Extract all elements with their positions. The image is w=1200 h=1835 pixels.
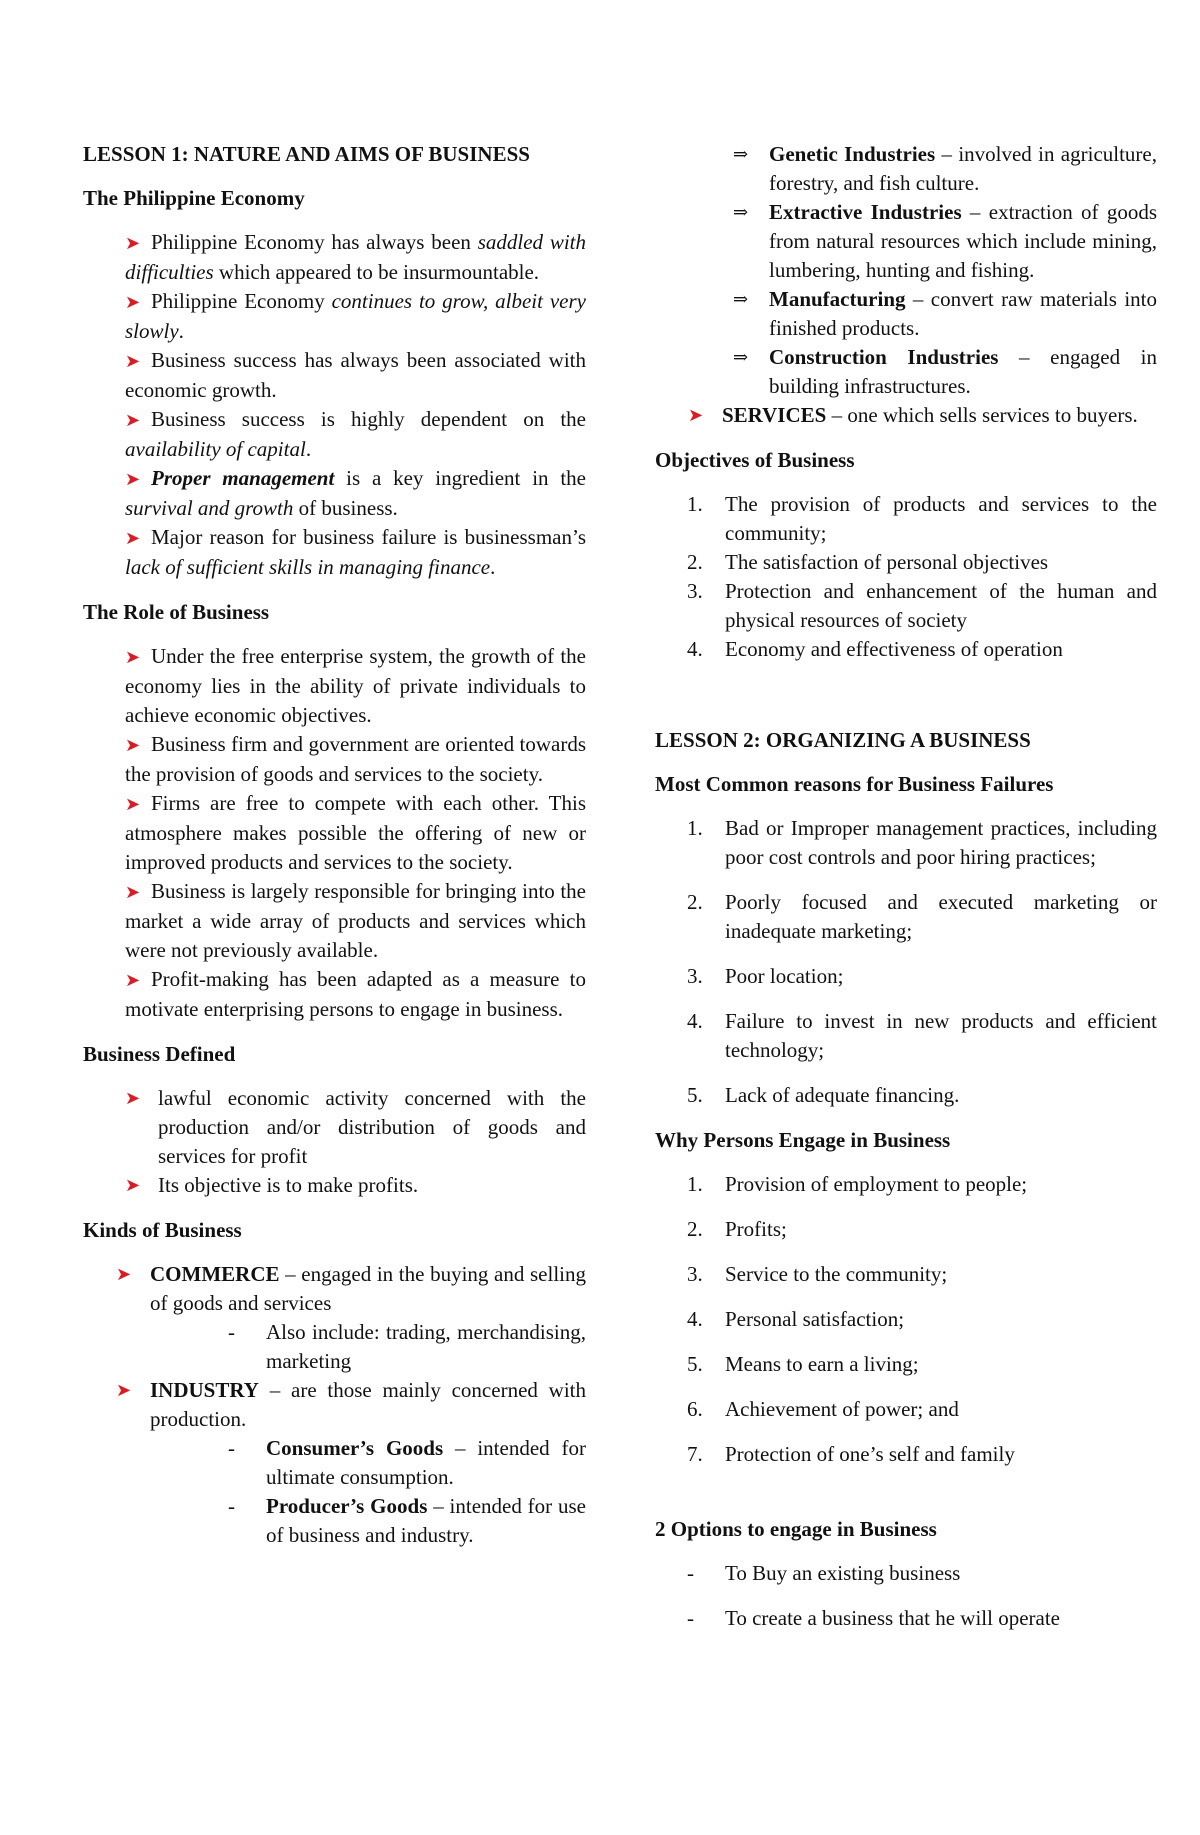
role-item-4: ➤ Business is largely responsible for bringing into the market a wide array of products and services which were not previously available. — [125, 879, 586, 962]
role-item-5: ➤ Profit-making has been adapted as a measure to motivate enterprising persons to engage in business. — [125, 967, 586, 1021]
red-arrowhead-icon: ➤ — [125, 1175, 141, 1195]
genetic-industries-item: ⇒ Genetic Industries – involved in agriculture, forestry, and fish culture. — [733, 142, 1157, 195]
economy-heading: The Philippine Economy — [83, 186, 305, 210]
failure-item-4: 4. Failure to invest in new products and efficient technology; — [687, 1009, 1157, 1062]
failure-item-1: 1. Bad or Improper management practices, including poor cost controls and poor hiring practices; — [687, 816, 1157, 869]
economy-item-6: ➤ Major reason for business failure is businessman’s lack of sufficient skills in managing finance. — [125, 525, 586, 579]
red-arrowhead-icon: ➤ — [125, 410, 141, 430]
why-item-7: 7. Protection of one’s self and family — [687, 1442, 1015, 1466]
red-arrowhead-icon: ➤ — [125, 735, 141, 755]
option-item-1: - To Buy an existing business — [687, 1559, 1157, 1588]
role-list — [125, 642, 586, 1024]
objectives-heading: Objectives of Business — [655, 448, 855, 472]
failure-item-5: 5. Lack of adequate financing. — [687, 1083, 960, 1107]
commerce-sub-item: - Also include: trading, merchandising, marketing — [228, 1320, 586, 1373]
failure-item-3: 3. Poor location; — [687, 964, 844, 988]
lesson-1-title: LESSON 1: NATURE AND AIMS OF BUSINESS — [83, 142, 530, 166]
industries-list — [733, 140, 1157, 401]
failure-item-2: 2. Poorly focused and executed marketing or inadequate marketing; — [687, 890, 1157, 943]
dash-icon: - — [228, 1494, 235, 1518]
dash-icon: - — [228, 1320, 235, 1344]
industry-list — [116, 1376, 586, 1434]
right-column — [655, 140, 1157, 1649]
dash-icon: - — [228, 1436, 235, 1460]
business-defined-list — [125, 1084, 586, 1200]
red-arrowhead-icon: ➤ — [688, 405, 704, 425]
red-arrowhead-icon: ➤ — [125, 1088, 141, 1108]
construction-industries-item: ⇒ Construction Industries – engaged in building infrastructures. — [733, 345, 1157, 398]
red-arrowhead-icon: ➤ — [125, 351, 141, 371]
goods-sub-list — [228, 1434, 586, 1550]
industry-item: ➤ INDUSTRY – are those mainly concerned with production. — [116, 1378, 586, 1431]
dash-icon: - — [687, 1606, 694, 1630]
why-item-4: 4. Personal satisfaction; — [687, 1307, 905, 1331]
double-arrow-icon: ⇒ — [733, 202, 749, 222]
red-arrowhead-icon: ➤ — [116, 1380, 132, 1400]
kinds-list — [116, 1260, 586, 1318]
producer-goods-item: - Producer’s Goods – intended for use of business and industry. — [228, 1494, 586, 1547]
options-heading: 2 Options to engage in Business — [655, 1517, 937, 1541]
failures-heading: Most Common reasons for Business Failures — [655, 772, 1054, 796]
why-item-3: 3. Service to the community; — [687, 1262, 948, 1286]
economy-item-5: ➤ Proper management is a key ingredient in the survival and growth of business. — [125, 466, 587, 520]
red-arrowhead-icon: ➤ — [116, 1264, 132, 1284]
red-arrowhead-icon: ➤ — [125, 233, 141, 253]
failures-list — [687, 814, 1157, 1110]
red-arrowhead-icon: ➤ — [125, 528, 141, 548]
commerce-sub-list — [228, 1318, 586, 1376]
economy-list — [125, 228, 586, 582]
why-item-5: 5. Means to earn a living; — [687, 1352, 919, 1376]
double-arrow-icon: ⇒ — [733, 347, 749, 367]
objectives-list — [687, 490, 1157, 664]
consumer-goods-item: - Consumer’s Goods – intended for ultimate consumption. — [228, 1436, 586, 1489]
red-arrowhead-icon: ➤ — [125, 970, 141, 990]
left-column — [83, 140, 586, 1550]
why-item-6: 6. Achievement of power; and — [687, 1397, 959, 1421]
why-item-2: 2. Profits; — [687, 1217, 787, 1241]
business-defined-heading: Business Defined — [83, 1042, 236, 1066]
objective-item-4: 4. Economy and effectiveness of operation — [687, 637, 1063, 661]
red-arrowhead-icon: ➤ — [125, 647, 141, 667]
objective-item-2: 2. The satisfaction of personal objectives — [687, 550, 1049, 574]
kinds-heading: Kinds of Business — [83, 1218, 242, 1242]
commerce-item: ➤ COMMERCE – engaged in the buying and selling of goods and services — [116, 1262, 586, 1315]
economy-item-3: ➤ Business success has always been associated with economic growth. — [125, 348, 586, 402]
role-heading: The Role of Business — [83, 600, 270, 624]
defined-item-2: ➤ Its objective is to make profits. — [125, 1171, 586, 1200]
dash-icon: - — [687, 1561, 694, 1585]
manufacturing-item: ⇒ Manufacturing – convert raw materials into finished products. — [733, 287, 1157, 340]
role-item-1: ➤ Under the free enterprise system, the growth of the economy lies in the ability of private individuals to achieve economic objectives. — [125, 644, 586, 727]
option-item-2: - To create a business that he will operate — [687, 1604, 1157, 1633]
red-arrowhead-icon: ➤ — [125, 292, 141, 312]
red-arrowhead-icon: ➤ — [125, 469, 141, 489]
objective-item-3: 3. Protection and enhancement of the human and physical resources of society — [687, 579, 1157, 632]
options-list — [687, 1559, 1157, 1633]
economy-item-2: ➤ Philippine Economy continues to grow, albeit very slowly. — [125, 289, 586, 343]
services-item: ➤ SERVICES – one which sells services to buyers. — [688, 401, 1157, 430]
lesson-2-title: LESSON 2: ORGANIZING A BUSINESS — [655, 728, 1031, 752]
why-item-1: 1. Provision of employment to people; — [687, 1172, 1028, 1196]
defined-item-1: ➤ lawful economic activity concerned with the production and/or distribution of goods and services for profit — [125, 1086, 586, 1168]
extractive-industries-item: ⇒ Extractive Industries – extraction of goods from natural resources which include mining, lumbering, hunting and fishing. — [733, 200, 1157, 282]
why-list — [687, 1170, 1157, 1469]
objective-item-1: 1. The provision of products and services to the community; — [687, 492, 1157, 545]
role-item-3: ➤ Firms are free to compete with each other. This atmosphere makes possible the offering of new or improved products and services to the society. — [125, 791, 586, 874]
red-arrowhead-icon: ➤ — [125, 882, 141, 902]
why-heading: Why Persons Engage in Business — [655, 1128, 951, 1152]
economy-item-1: ➤ Philippine Economy has always been saddled with difficulties which appeared to be insurmountable. — [125, 230, 586, 284]
double-arrow-icon: ⇒ — [733, 289, 749, 309]
role-item-2: ➤ Business firm and government are oriented towards the provision of goods and services to the society. — [125, 732, 586, 786]
services-list — [688, 401, 1157, 430]
red-arrowhead-icon: ➤ — [125, 794, 141, 814]
economy-item-4: ➤ Business success is highly dependent on the availability of capital. — [125, 407, 586, 461]
double-arrow-icon: ⇒ — [733, 144, 749, 164]
